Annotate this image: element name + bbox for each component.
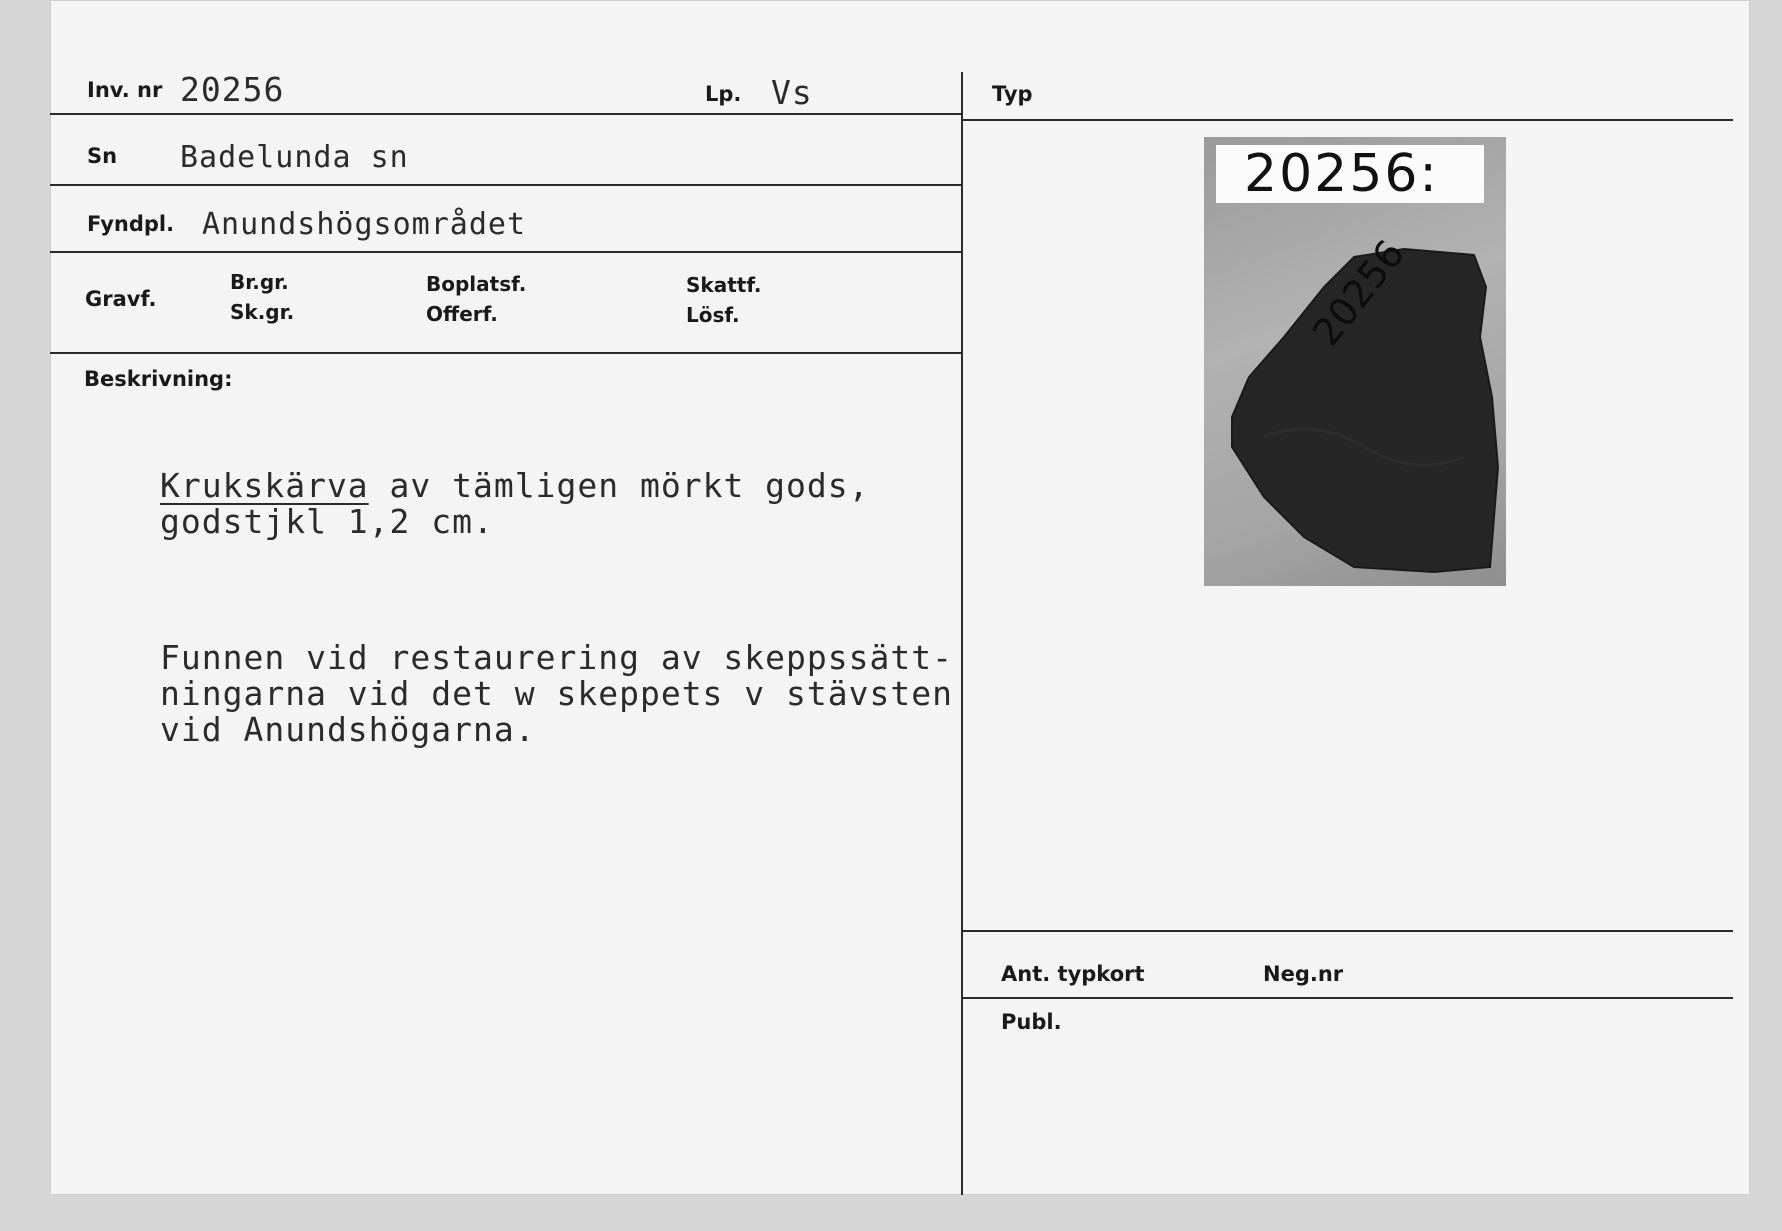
ant-typkort-label: Ant. typkort [1001, 962, 1145, 986]
rule-fyndpl [50, 251, 962, 253]
rule-inv [50, 113, 962, 115]
rule-typ [963, 119, 1733, 121]
fyndpl-label: Fyndpl. [87, 212, 175, 236]
fyndpl-value: Anundshögsområdet [202, 207, 527, 242]
inv-nr-label: Inv. nr [87, 78, 163, 102]
find-context-line-2: ningarna vid det w skeppets v stävsten [160, 674, 953, 713]
photo-number-label: 20256: [1216, 145, 1484, 203]
rule-ant-typkort [963, 930, 1733, 932]
rule-sn [50, 184, 962, 186]
object-type-word: Krukskärva [160, 466, 369, 505]
neg-nr-label: Neg.nr [1263, 962, 1344, 986]
find-context-line-3: vid Anundshögarna. [160, 710, 536, 749]
gravf-label: Gravf. [85, 287, 157, 311]
pottery-sherd-image [1204, 137, 1506, 586]
find-context-line-1: Funnen vid restaurering av skeppssätt- [160, 638, 953, 677]
sk-gr-label: Sk.gr. [230, 300, 295, 324]
br-gr-label: Br.gr. [230, 270, 289, 294]
sn-label: Sn [87, 144, 118, 168]
offerf-label: Offerf. [426, 302, 498, 326]
artifact-photo [1204, 137, 1506, 586]
description-line-1-rest: av tämligen mörkt gods, [368, 466, 870, 505]
losf-label: Lösf. [686, 303, 740, 327]
sn-value: Badelunda sn [180, 140, 409, 175]
skattf-label: Skattf. [686, 273, 762, 297]
inv-nr-value: 20256 [180, 70, 285, 109]
rule-publ [963, 997, 1733, 999]
beskrivning-label: Beskrivning: [84, 367, 233, 391]
description-line-1 [160, 468, 870, 504]
typ-label: Typ [992, 82, 1033, 106]
description-line-2: godstjkl 1,2 cm. [160, 502, 494, 541]
boplatsf-label: Boplatsf. [426, 272, 527, 296]
lp-label: Lp. [705, 82, 742, 106]
lp-value: Vs [771, 73, 813, 112]
sherd-ink-number: 20256 [1304, 231, 1414, 355]
column-divider [961, 72, 963, 1195]
rule-gravf [50, 352, 962, 354]
publ-label: Publ. [1001, 1010, 1062, 1034]
